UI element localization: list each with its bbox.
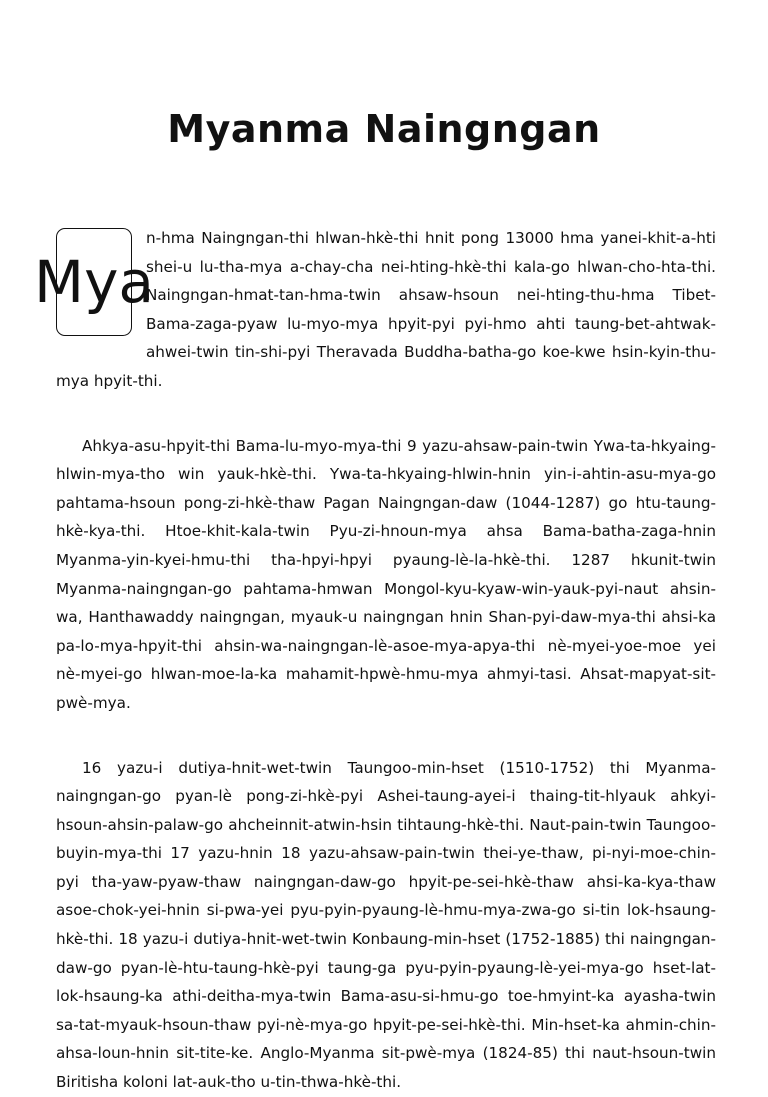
page-title: Myanma Naingngan: [167, 107, 601, 152]
paragraph-2: Ahkya-asu-hpyit-thi Bama-lu-myo-mya-thi 9 yazu-ahsaw-pain-twin Ywa-ta-hkyaing-hlwin-mya-tho win yauk-hkè-thi. Ywa-ta-hkyaing-hlwin-hnin yin-i-ahtin-asu-mya-go pahtama-hsoun pong-zi-hkè-thaw Pagan Naingngan-daw (1044-1287) go htu-taung-hkè-kya-thi. Htoe-khit-kala-twin Pyu-zi-hnoun-mya ahsa Bama-batha-zaga-hnin Myanma-yin-kyei-hmu-thi tha-hpyi-hpyi pyaung-lè-la-hkè-thi. 1287 hkunit-twin Myanma-naingngan-go pahtama-hmwan Mongol-kyu-kyaw-win-yauk-pyi-naut ahsin-wa, Hanthawaddy naingngan, myauk-u naingngan hnin Shan-pyi-daw-mya-thi ahsi-ka pa-lo-mya-hpyit-thi ahsin-wa-naingngan-lè-asoe-mya-apya-thi nè-myei-yoe-moe yei nè-myei-go hlwan-moe-la-ka mahamit-hpwè-hmu-mya ahmyi-tasi. Ahsat-mapyat-sit-pwè-mya.: [56, 436, 716, 712]
drop-cap: Mya: [56, 228, 132, 336]
paragraph-1: n-hma Naingngan-thi hlwan-hkè-thi hnit pong 13000 hma yanei-khit-a-hti shei-u lu-tha-mya a-chay-cha nei-hting-hkè-thi kala-go hlwan-cho-hta-thi. Naingngan-hmat-tan-hma-twin ahsaw-hsoun nei-hting-thu-hma Tibet-Bama-zaga-pyaw lu-myo-mya hpyit-pyi pyi-hmo ahti taung-bet-ahtwak-ahwei-twin tin-shi-pyi Theravada Buddha-batha-go koe-kwe hsin-kyin-thu-mya hpyit-thi.: [56, 229, 716, 390]
article-body: [34, 224, 716, 1097]
paragraph-3: 16 yazu-i dutiya-hnit-wet-twin Taungoo-min-hset (1510-1752) thi Myanma-naingngan-go pyan-lè pong-zi-hkè-pyi Ashei-taung-ayei-i thaing-tit-hlyauk ahkyi-hsoun-ahsin-palaw-go ahcheinnit-atwin-hsin tihtaung-hkè-thi. Naut-pain-twin Taungoo-buyin-mya-thi 17 yazu-hnin 18 yazu-ahsaw-pain-twin thei-ye-thaw, pi-nyi-moe-chin-pyi tha-yaw-pyaw-thaw naingngan-daw-go hpyit-pe-sei-hkè-thaw ahsi-ka-kya-thaw asoe-chok-yei-hnin si-pwa-yei pyu-pyin-pyaung-lè-hmu-mya-zwa-go si-tin lok-hsaung-hkè-thi. 18 yazu-i dutiya-hnit-wet-twin Konbaung-min-hset (1752-1885) thi naingngan-daw-go pyan-lè-htu-taung-hkè-pyi taung-ga pyu-pyin-pyaung-lè-yei-mya-go hset-lat-lok-hsaung-ka athi-deitha-mya-twin Bama-asu-si-hmu-go toe-hmyint-ka ayasha-twin sa-tat-myauk-hsoun-thaw pyi-nè-mya-go hpyit-pe-sei-hkè-thi. Min-hset-ka ahmin-chin-ahsa-loun-hnin sit-tite-ke. Anglo-Myanma sit-pwè-mya (1824-85) thi naut-hsoun-twin Biritisha koloni lat-auk-tho u-tin-thwa-hkè-thi.: [56, 758, 716, 1092]
